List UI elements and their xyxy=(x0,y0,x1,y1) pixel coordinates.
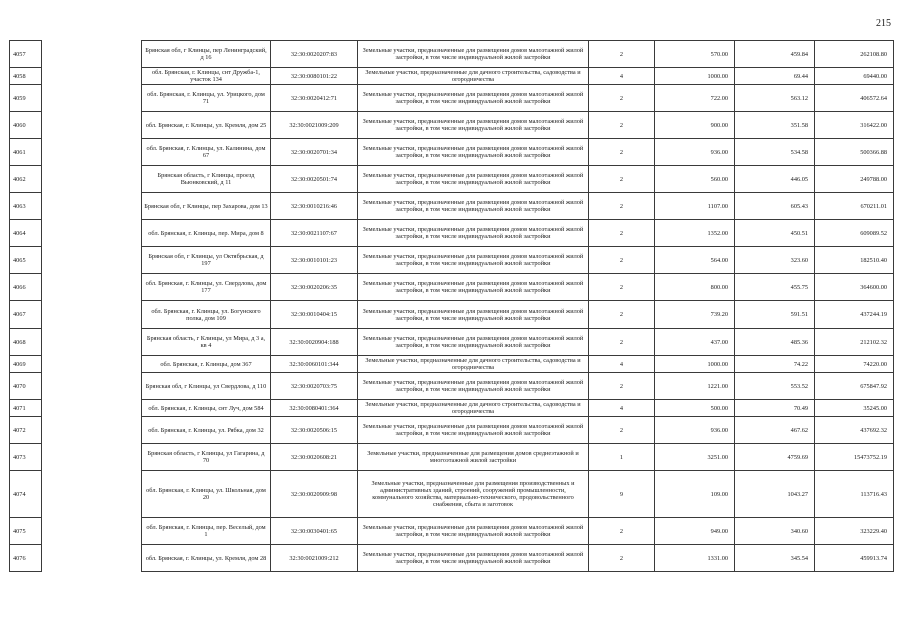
cadastral-value-cell: 670211.01 xyxy=(815,193,894,220)
table-row xyxy=(10,274,894,301)
cadastral-value-cell: 609089.52 xyxy=(815,220,894,247)
spacer-cell xyxy=(42,356,142,373)
registry-table xyxy=(9,40,894,572)
address-cell: обл. Брянская, г. Клинцы, ул. Кремля, дом 25 xyxy=(142,112,271,139)
row-number: 4069 xyxy=(10,356,42,373)
address-cell: обл. Брянская, г. Клинцы, пер. Веселый, дом 1 xyxy=(142,518,271,545)
cadastral-number-cell: 32:30:0020506:15 xyxy=(271,417,358,444)
spacer-cell xyxy=(42,518,142,545)
use-group-cell: 1 xyxy=(589,444,655,471)
use-group-cell: 2 xyxy=(589,166,655,193)
row-number: 4068 xyxy=(10,329,42,356)
area-cell: 437.00 xyxy=(655,329,735,356)
address-cell: обл. Брянская, г. Клинцы, ул. Рябка, дом 32 xyxy=(142,417,271,444)
specific-value-cell: 74.22 xyxy=(735,356,815,373)
area-cell: 1221.00 xyxy=(655,373,735,400)
table-row xyxy=(10,220,894,247)
use-group-cell: 2 xyxy=(589,373,655,400)
row-number: 4075 xyxy=(10,518,42,545)
spacer-cell xyxy=(42,139,142,166)
area-cell: 564.00 xyxy=(655,247,735,274)
table-row xyxy=(10,247,894,274)
row-number: 4071 xyxy=(10,400,42,417)
cadastral-value-cell: 212102.32 xyxy=(815,329,894,356)
specific-value-cell: 69.44 xyxy=(735,68,815,85)
specific-value-cell: 1043.27 xyxy=(735,471,815,518)
specific-value-cell: 323.60 xyxy=(735,247,815,274)
use-group-cell: 2 xyxy=(589,41,655,68)
specific-value-cell: 534.58 xyxy=(735,139,815,166)
spacer-cell xyxy=(42,274,142,301)
cadastral-number-cell: 32:30:0080401:364 xyxy=(271,400,358,417)
address-cell: Брянская обл, г Клинцы, пер Ленинградский, д 16 xyxy=(142,41,271,68)
spacer-cell xyxy=(42,68,142,85)
cadastral-value-cell: 249788.00 xyxy=(815,166,894,193)
specific-value-cell: 459.84 xyxy=(735,41,815,68)
use-group-cell: 4 xyxy=(589,356,655,373)
area-cell: 500.00 xyxy=(655,400,735,417)
table-row xyxy=(10,417,894,444)
land-use-cell: Земельные участки, предназначенные для размещения домов малоэтажной жилой застройки, в том числе индивидуальной жилой застройки xyxy=(358,166,589,193)
row-number: 4058 xyxy=(10,68,42,85)
row-number: 4060 xyxy=(10,112,42,139)
cadastral-value-cell: 316422.00 xyxy=(815,112,894,139)
table-row xyxy=(10,444,894,471)
cadastral-number-cell: 32:30:0020412:71 xyxy=(271,85,358,112)
specific-value-cell: 4759.69 xyxy=(735,444,815,471)
specific-value-cell: 340.60 xyxy=(735,518,815,545)
land-use-cell: Земельные участки, предназначенные для размещения домов малоэтажной жилой застройки, в том числе индивидуальной жилой застройки xyxy=(358,139,589,166)
address-cell: Брянская область, г Клинцы, проезд Вьюнковский, д 11 xyxy=(142,166,271,193)
specific-value-cell: 351.58 xyxy=(735,112,815,139)
cadastral-number-cell: 32:30:0010216:46 xyxy=(271,193,358,220)
land-use-cell: Земельные участки, предназначенные для размещения производственных и административных зданий, строений, сооружений промышленности, коммунального хозяйства, материально-технического, продовольственного снабжения, сбыта и заготовок xyxy=(358,471,589,518)
land-use-cell: Земельные участки, предназначенные для размещения домов малоэтажной жилой застройки, в том числе индивидуальной жилой застройки xyxy=(358,518,589,545)
cadastral-value-cell: 500366.88 xyxy=(815,139,894,166)
cadastral-value-cell: 69440.00 xyxy=(815,68,894,85)
cadastral-value-cell: 437244.19 xyxy=(815,301,894,329)
cadastral-number-cell: 32:30:0020703:75 xyxy=(271,373,358,400)
table-row xyxy=(10,400,894,417)
land-use-cell: Земельные участки, предназначенные для размещения домов малоэтажной жилой застройки, в том числе индивидуальной жилой застройки xyxy=(358,41,589,68)
specific-value-cell: 446.05 xyxy=(735,166,815,193)
spacer-cell xyxy=(42,471,142,518)
spacer-cell xyxy=(42,41,142,68)
use-group-cell: 2 xyxy=(589,139,655,166)
cadastral-value-cell: 437692.32 xyxy=(815,417,894,444)
specific-value-cell: 591.51 xyxy=(735,301,815,329)
table-row xyxy=(10,329,894,356)
address-cell: обл. Брянская, г. Клинцы, ул. Свердлова, дом 177 xyxy=(142,274,271,301)
area-cell: 560.00 xyxy=(655,166,735,193)
area-cell: 1107.00 xyxy=(655,193,735,220)
cadastral-value-cell: 262108.80 xyxy=(815,41,894,68)
use-group-cell: 2 xyxy=(589,274,655,301)
cadastral-number-cell: 32:30:0021009:212 xyxy=(271,545,358,572)
address-cell: Брянская область, г Клинцы, ул Мира, д 3 а, кв 4 xyxy=(142,329,271,356)
spacer-cell xyxy=(42,166,142,193)
cadastral-value-cell: 35245.00 xyxy=(815,400,894,417)
land-use-cell: Земельные участки, предназначенные для размещения домов малоэтажной жилой застройки, в том числе индивидуальной жилой застройки xyxy=(358,329,589,356)
cadastral-value-cell: 113716.43 xyxy=(815,471,894,518)
land-use-cell: Земельные участки, предназначенные для размещения домов среднеэтажной и многоэтажной жилой застройки xyxy=(358,444,589,471)
address-cell: обл. Брянская, г. Клинцы, дом 367 xyxy=(142,356,271,373)
spacer-cell xyxy=(42,301,142,329)
use-group-cell: 2 xyxy=(589,417,655,444)
use-group-cell: 4 xyxy=(589,400,655,417)
use-group-cell: 2 xyxy=(589,85,655,112)
use-group-cell: 9 xyxy=(589,471,655,518)
area-cell: 109.00 xyxy=(655,471,735,518)
area-cell: 1331.00 xyxy=(655,545,735,572)
address-cell: обл. Брянская, г. Клинцы, снт Дружба-1, участок 134 xyxy=(142,68,271,85)
specific-value-cell: 70.49 xyxy=(735,400,815,417)
cadastral-number-cell: 32:30:0020206:35 xyxy=(271,274,358,301)
area-cell: 3251.00 xyxy=(655,444,735,471)
specific-value-cell: 553.52 xyxy=(735,373,815,400)
use-group-cell: 2 xyxy=(589,301,655,329)
cadastral-number-cell: 32:30:0020701:34 xyxy=(271,139,358,166)
area-cell: 1000.00 xyxy=(655,356,735,373)
land-use-cell: Земельные участки, предназначенные для дачного строительства, садоводства и огородничества xyxy=(358,68,589,85)
area-cell: 949.00 xyxy=(655,518,735,545)
address-cell: обл. Брянская, г. Клинцы, ул. Кремля, дом 28 xyxy=(142,545,271,572)
use-group-cell: 2 xyxy=(589,329,655,356)
land-use-cell: Земельные участки, предназначенные для размещения домов малоэтажной жилой застройки, в том числе индивидуальной жилой застройки xyxy=(358,220,589,247)
row-number: 4076 xyxy=(10,545,42,572)
row-number: 4057 xyxy=(10,41,42,68)
land-use-cell: Земельные участки, предназначенные для размещения домов малоэтажной жилой застройки, в том числе индивидуальной жилой застройки xyxy=(358,85,589,112)
spacer-cell xyxy=(42,444,142,471)
area-cell: 1352.00 xyxy=(655,220,735,247)
use-group-cell: 2 xyxy=(589,545,655,572)
use-group-cell: 2 xyxy=(589,518,655,545)
specific-value-cell: 605.43 xyxy=(735,193,815,220)
table-row xyxy=(10,518,894,545)
specific-value-cell: 563.12 xyxy=(735,85,815,112)
table-row xyxy=(10,373,894,400)
spacer-cell xyxy=(42,85,142,112)
table-row xyxy=(10,545,894,572)
address-cell: обл. Брянская, г. Клинцы, пер. Мира, дом 8 xyxy=(142,220,271,247)
cadastral-number-cell: 32:30:0080101:22 xyxy=(271,68,358,85)
row-number: 4073 xyxy=(10,444,42,471)
area-cell: 1000.00 xyxy=(655,68,735,85)
cadastral-number-cell: 32:30:0020909:98 xyxy=(271,471,358,518)
cadastral-number-cell: 32:30:0021107:67 xyxy=(271,220,358,247)
table-row xyxy=(10,471,894,518)
use-group-cell: 2 xyxy=(589,112,655,139)
row-number: 4063 xyxy=(10,193,42,220)
area-cell: 570.00 xyxy=(655,41,735,68)
land-use-cell: Земельные участки, предназначенные для размещения домов малоэтажной жилой застройки, в том числе индивидуальной жилой застройки xyxy=(358,545,589,572)
address-cell: обл. Брянская, г. Клинцы, ул. Калинина, дом 67 xyxy=(142,139,271,166)
use-group-cell: 2 xyxy=(589,193,655,220)
area-cell: 936.00 xyxy=(655,139,735,166)
land-use-cell: Земельные участки, предназначенные для размещения домов малоэтажной жилой застройки, в том числе индивидуальной жилой застройки xyxy=(358,247,589,274)
land-use-cell: Земельные участки, предназначенные для размещения домов малоэтажной жилой застройки, в том числе индивидуальной жилой застройки xyxy=(358,373,589,400)
spacer-cell xyxy=(42,545,142,572)
table-row xyxy=(10,85,894,112)
spacer-cell xyxy=(42,400,142,417)
row-number: 4067 xyxy=(10,301,42,329)
table-row xyxy=(10,356,894,373)
cadastral-number-cell: 32:30:0020207:83 xyxy=(271,41,358,68)
spacer-cell xyxy=(42,247,142,274)
table-row xyxy=(10,166,894,193)
land-use-cell: Земельные участки, предназначенные для размещения домов малоэтажной жилой застройки, в том числе индивидуальной жилой застройки xyxy=(358,274,589,301)
use-group-cell: 2 xyxy=(589,247,655,274)
use-group-cell: 2 xyxy=(589,220,655,247)
row-number: 4059 xyxy=(10,85,42,112)
table-row xyxy=(10,41,894,68)
area-cell: 800.00 xyxy=(655,274,735,301)
table-row xyxy=(10,112,894,139)
cadastral-value-cell: 459913.74 xyxy=(815,545,894,572)
spacer-cell xyxy=(42,193,142,220)
cadastral-value-cell: 74220.00 xyxy=(815,356,894,373)
area-cell: 739.20 xyxy=(655,301,735,329)
address-cell: обл. Брянская, г. Клинцы, ул. Урицкого, дом 71 xyxy=(142,85,271,112)
cadastral-number-cell: 32:30:0030401:65 xyxy=(271,518,358,545)
row-number: 4070 xyxy=(10,373,42,400)
specific-value-cell: 467.62 xyxy=(735,417,815,444)
land-use-cell: Земельные участки, предназначенные для размещения домов малоэтажной жилой застройки, в том числе индивидуальной жилой застройки xyxy=(358,417,589,444)
cadastral-number-cell: 32:30:0010101:23 xyxy=(271,247,358,274)
row-number: 4061 xyxy=(10,139,42,166)
table-row xyxy=(10,68,894,85)
spacer-cell xyxy=(42,112,142,139)
cadastral-value-cell: 182510.40 xyxy=(815,247,894,274)
specific-value-cell: 485.36 xyxy=(735,329,815,356)
cadastral-value-cell: 15473752.19 xyxy=(815,444,894,471)
cadastral-number-cell: 32:30:0020501:74 xyxy=(271,166,358,193)
land-use-cell: Земельные участки, предназначенные для размещения домов малоэтажной жилой застройки, в том числе индивидуальной жилой застройки xyxy=(358,301,589,329)
cadastral-number-cell: 32:30:0060101:344 xyxy=(271,356,358,373)
specific-value-cell: 345.54 xyxy=(735,545,815,572)
cadastral-value-cell: 675847.92 xyxy=(815,373,894,400)
cadastral-value-cell: 323229.40 xyxy=(815,518,894,545)
area-cell: 936.00 xyxy=(655,417,735,444)
row-number: 4065 xyxy=(10,247,42,274)
row-number: 4062 xyxy=(10,166,42,193)
table-row xyxy=(10,193,894,220)
address-cell: обл. Брянская, г. Клинцы, снт Луч, дом 584 xyxy=(142,400,271,417)
page-number: 215 xyxy=(876,18,891,29)
use-group-cell: 4 xyxy=(589,68,655,85)
land-use-cell: Земельные участки, предназначенные для размещения домов малоэтажной жилой застройки, в том числе индивидуальной жилой застройки xyxy=(358,193,589,220)
spacer-cell xyxy=(42,417,142,444)
cadastral-number-cell: 32:30:0020608:21 xyxy=(271,444,358,471)
address-cell: Брянская обл, г Клинцы, ул Свердлова, д 110 xyxy=(142,373,271,400)
address-cell: обл. Брянская, г. Клинцы, ул. Богунского полка, дом 109 xyxy=(142,301,271,329)
land-use-cell: Земельные участки, предназначенные для дачного строительства, садоводства и огородничества xyxy=(358,400,589,417)
table-row xyxy=(10,139,894,166)
area-cell: 900.00 xyxy=(655,112,735,139)
specific-value-cell: 450.51 xyxy=(735,220,815,247)
spacer-cell xyxy=(42,220,142,247)
cadastral-number-cell: 32:30:0010404:15 xyxy=(271,301,358,329)
cadastral-value-cell: 406572.64 xyxy=(815,85,894,112)
row-number: 4072 xyxy=(10,417,42,444)
cadastral-number-cell: 32:30:0021009:209 xyxy=(271,112,358,139)
spacer-cell xyxy=(42,329,142,356)
land-use-cell: Земельные участки, предназначенные для дачного строительства, садоводства и огородничества xyxy=(358,356,589,373)
area-cell: 722.00 xyxy=(655,85,735,112)
address-cell: Брянская обл, г Клинцы, пер Захарова, дом 13 xyxy=(142,193,271,220)
land-use-cell: Земельные участки, предназначенные для размещения домов малоэтажной жилой застройки, в том числе индивидуальной жилой застройки xyxy=(358,112,589,139)
cadastral-value-cell: 364600.00 xyxy=(815,274,894,301)
row-number: 4064 xyxy=(10,220,42,247)
address-cell: Брянская обл, г Клинцы, ул Октябрьская, д 197 xyxy=(142,247,271,274)
address-cell: обл. Брянская, г. Клинцы, ул. Школьная, дом 20 xyxy=(142,471,271,518)
row-number: 4066 xyxy=(10,274,42,301)
cadastral-number-cell: 32:30:0020904:188 xyxy=(271,329,358,356)
address-cell: Брянская область, г Клинцы, ул Гагарина, д 70 xyxy=(142,444,271,471)
row-number: 4074 xyxy=(10,471,42,518)
table-row xyxy=(10,301,894,329)
registry-table-body xyxy=(10,41,894,572)
specific-value-cell: 455.75 xyxy=(735,274,815,301)
spacer-cell xyxy=(42,373,142,400)
